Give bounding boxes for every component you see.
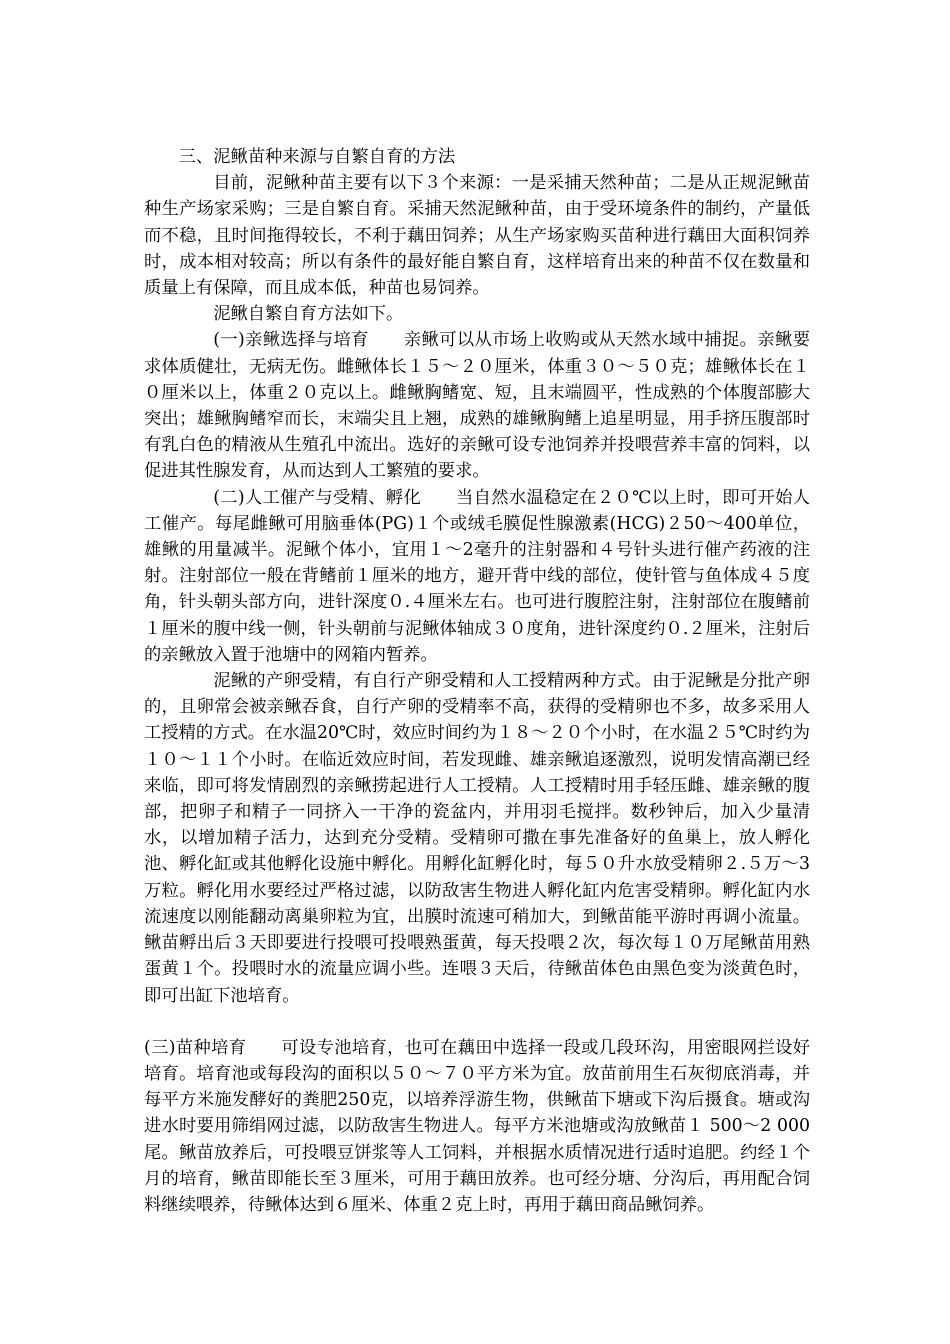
- spawning-paragraph: [144, 485, 810, 668]
- fry-rearing-heading: (三)苗种培育: [144, 1037, 247, 1058]
- intro-paragraph: 目前，泥鳅种苗主要有以下３个来源：一是采捕天然种苗；二是从正规泥鳅苗种生产场家采购；三是自繁自育。采捕天然泥鳅种苗，由于受环境条件的制约，产量低而不稳，且时间拖得较长，不利于藕田饲养；从生产场家购买苗种进行藕田大面积饲养时，成本相对较高；所以有条件的最好能自繁自育，这样培育出来的种苗不仅在数量和质量上有保障，而且成本低，种苗也易饲养。: [144, 173, 810, 299]
- broodstock-heading: (一)亲鳅选择与培育: [213, 330, 369, 351]
- broodstock-body: 亲鳅可以从市场上收购或从天然水域中捕捉。亲鳅要求体质健壮，无病无伤。雌鳅体长１５～２０厘米，体重３０～５０克；雄鳅体长在１０厘米以上，体重２０克以上。雌鳅胸鳍宽、短，且末端圆平，性成熟的个体腹部膨大突出；雄鳅胸鳍窄而长，末端尖且上翘，成熟的雄鳅胸鳍上追星明显，用手挤压腹部时有乳白色的精液从生殖孔中流出。选好的亲鳅可设专池饲养并投喂营养丰富的饲料，以促进其性腺发育，从而达到人工繁殖的要求。: [144, 330, 810, 482]
- fry-rearing-body: 可设专池培育，也可在藕田中选择一段或几段环沟，用密眼网拦设好培育。培育池或每段沟的面积以５０～７０平方米为宜。放苗前用生石灰彻底消毒，并每平方米施发酵好的粪肥250克，以培养浮游生物，供鳅苗下塘或下沟后摄食。塘或沟进水时要用筛绢网过滤，以防敌害生物进人。每平方米池塘或沟放鳅苗１ 500～2 000尾。鳅苗放养后，可投喂豆饼浆等人工饲料，并根据水质情况进行适时追肥。约经１个月的培育，鳅苗即能长至３厘米，可用于藕田放养。也可经分塘、分沟后，再用配合饲料继续喂养，待鳅体达到６厘米、体重２克上时，再用于藕田商品鳅饲养。: [144, 1037, 810, 1215]
- broodstock-paragraph: [144, 327, 810, 484]
- document-body: [144, 144, 810, 1218]
- section-title: 三、泥鳅苗种来源与自繁自育的方法: [178, 147, 456, 167]
- fertilization-paragraph: 泥鳅的产卵受精，有自行产卵受精和人工授精两种方式。由于泥鳅是分批产卵的，且卵常会被亲鳅吞食，自行产卵的受精率不高，获得的受精卵也不多，故多采用人工授精的方式。在水温20℃时，效应时间约为１８～２０个小时，在水温２５℃时约为１０～１１个小时。在临近效应时间，若发现雌、雄亲鳅追逐激烈，说明发情高潮已经来临，即可将发情剧烈的亲鳅捞起进行人工授精。人工授精时用手轻压雌、雄亲鳅的腹部，把卵子和精子一同挤入一干净的瓷盆内，并用羽毛搅拌。数秒钟后，加入少量清水，以增加精子活力，达到充分受精。受精卵可撒在事先准备好的鱼巢上，放人孵化池、孵化缸或其他孵化设施中孵化。用孵化缸孵化时，每５０升水放受精卵２.５万～3万粒。孵化用水要经过严格过滤，以防敌害生物进人孵化缸内危害受精卵。孵化缸内水流速度以刚能翻动离巢卵粒为宜，出膜时流速可稍加大，到鳅苗能平游时再调小流量。鳅苗孵出后３天即要进行投喂可投喂熟蛋黄，每天投喂２次，每次每１０万尾鳅苗用熟蛋黄１个。投喂时水的流量应调小些。连喂３天后，待鳅苗体色由黑色变为淡黄色时，即可出缸下池培育。: [144, 671, 810, 1006]
- method-intro-paragraph: 泥鳅自繁自育方法如下。: [213, 304, 404, 325]
- spawning-heading: (二)人工催产与受精、孵化: [213, 487, 422, 508]
- spawning-body: 当自然水温稳定在２０℃以上时，即可开始人工催产。每尾雌鳅可用脑垂体(PG)１个或绒毛膜促性腺激素(HCG)２50～400单位，雄鳅的用量减半。泥鳅个体小，宜用１～2毫升的注射器和４号针头进行催产药液的注射。注射部位一般在背鳍前１厘米的地方，避开背中线的部位，使针管与鱼体成４５度角，针头朝头部方向，进针深度０.４厘米左右。也可进行腹腔注射，注射部位在腹鳍前１厘米的腹中线一侧，针头朝前与泥鳅体轴成３０度角，进针深度约０.２厘米，注射后的亲鳅放入置于池塘中的网箱内暂养。: [144, 487, 810, 665]
- fry-rearing-paragraph: [144, 1035, 810, 1218]
- paragraph-gap: [144, 1009, 810, 1035]
